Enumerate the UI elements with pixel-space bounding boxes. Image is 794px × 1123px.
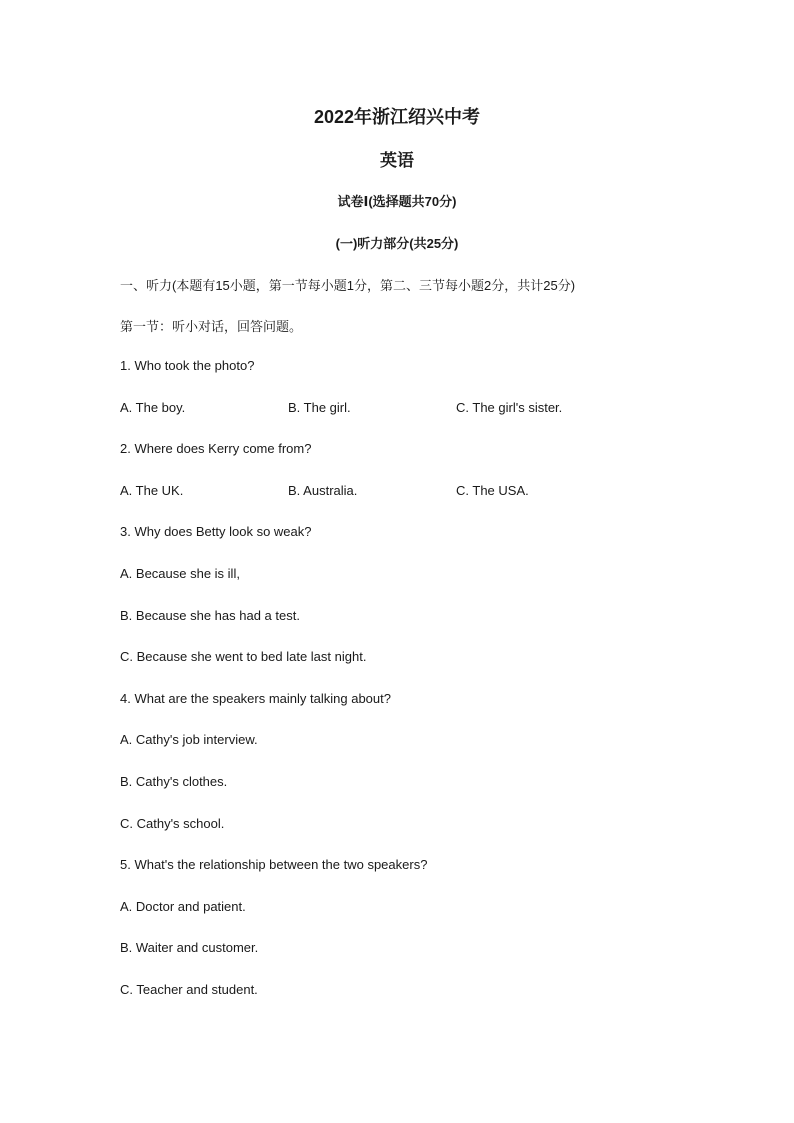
question-4-option-a: A. Cathy's job interview. [120, 732, 258, 747]
part-heading: (一)听力部分(共25分) [335, 236, 459, 251]
question-1-option-c: C. The girl's sister. [456, 400, 563, 415]
question-4-option-c: C. Cathy's school. [120, 816, 225, 831]
exam-subject: 英语 [380, 151, 414, 170]
question-2-option-b: B. Australia. [288, 483, 358, 498]
question-3-option-c: C. Because she went to bed late last night. [120, 649, 367, 664]
exam-title: 2022年浙江绍兴中考 [313, 107, 481, 127]
question-5-option-a: A. Doctor and patient. [120, 899, 246, 914]
question-3-stem: 3. Why does Betty look so weak? [120, 524, 312, 539]
question-5-option-b: B. Waiter and customer. [120, 940, 259, 955]
question-1-stem: 1. Who took the photo? [120, 358, 255, 373]
question-2-option-c: C. The USA. [456, 483, 529, 498]
question-2-option-a: A. The UK. [120, 483, 184, 498]
question-5-option-c: C. Teacher and student. [120, 982, 258, 997]
section-subheading: 第一节：听小对话，回答问题。 [120, 319, 303, 334]
paper-heading: 试卷Ⅰ(选择题共70分) [337, 194, 457, 209]
question-1-option-a: A. The boy. [120, 400, 186, 415]
question-3-option-b: B. Because she has had a test. [120, 608, 300, 623]
question-4-stem: 4. What are the speakers mainly talking about? [120, 691, 391, 706]
question-3-option-a: A. Because she is ill, [120, 566, 240, 581]
question-2-stem: 2. Where does Kerry come from? [120, 441, 312, 456]
section-heading: 一、听力(本题有15小题，第一节每小题1分，第二、三节每小题2分，共计25分) [120, 278, 576, 293]
question-4-option-b: B. Cathy's clothes. [120, 774, 228, 789]
question-1-option-b: B. The girl. [288, 400, 351, 415]
question-5-stem: 5. What's the relationship between the two speakers? [120, 857, 428, 872]
